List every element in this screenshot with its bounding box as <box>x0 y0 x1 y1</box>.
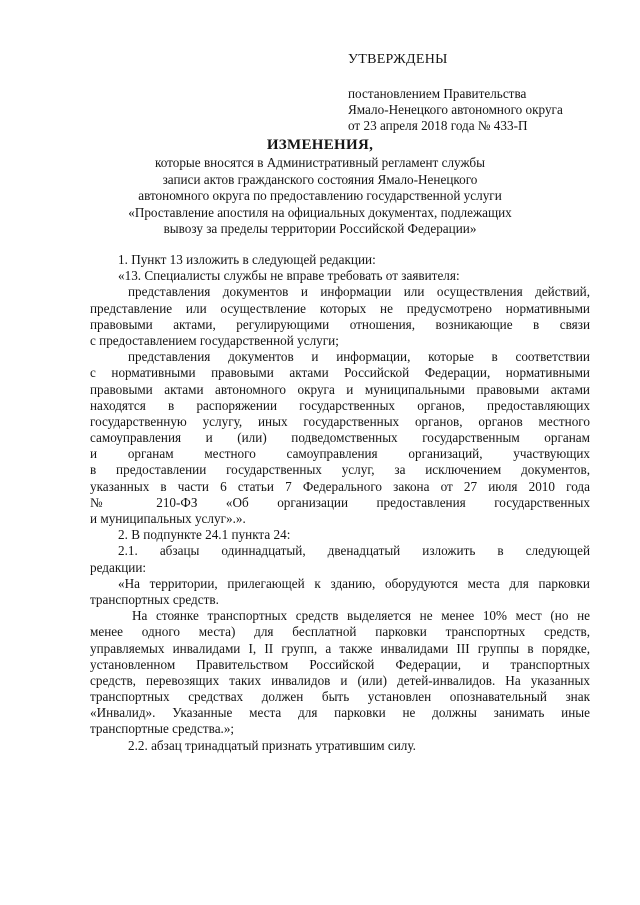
paragraph-line: № 210-ФЗ «Об организации предоставления государственных <box>90 494 590 510</box>
paragraph-line: транспортные средства.»; <box>90 721 235 737</box>
paragraph-line: представления документов и информации или осуществления действий, <box>128 284 590 300</box>
paragraph-line: «Инвалид». Указанные места для парковки не должны занимать иные <box>90 705 590 721</box>
approval-line: постановлением Правительства <box>348 86 527 101</box>
paragraph-line: с предоставлением государственной услуги; <box>90 332 339 348</box>
paragraph-line: транспортных средств. <box>90 591 219 607</box>
paragraph-line: «13. Специалисты службы не вправе требовать от заявителя: <box>118 268 460 284</box>
paragraph-line: 1. Пункт 13 изложить в следующей редакции: <box>118 252 376 267</box>
paragraph-line: правовыми актами автономного округа и муниципальными правовыми актами <box>90 381 590 397</box>
paragraph-line: «На территории, прилегающей к зданию, оборудуются места для парковки <box>118 575 590 591</box>
document-subtitle <box>0 155 640 238</box>
paragraph-line: средств, перевозящих таких инвалидов и (или) детей-инвалидов. На указанных <box>90 672 590 688</box>
paragraph-line: транспортных средствах должен быть установлен опознавательный знак <box>90 689 590 705</box>
paragraph-line: управляемых инвалидами I, II групп, а также инвалидами III группы в порядке, <box>90 640 590 656</box>
approval-line: Ямало-Ненецкого автономного округа <box>348 102 563 117</box>
paragraph-line: менее одного места) для бесплатной парковки транспортных средств, <box>90 624 590 640</box>
paragraph-line: в предоставлении государственных услуг, за исключением документов, <box>90 462 590 478</box>
paragraph-line: правовыми актами, регулирующими отношения, возникающие в связи <box>90 316 590 332</box>
paragraph-line: самоуправления и (или) подведомственных государственным органам <box>90 430 590 446</box>
approval-details <box>348 86 563 134</box>
subtitle-line: «Проставление апостиля на официальных документах, подлежащих <box>128 204 512 220</box>
approval-line: от 23 апреля 2018 года № 433-П <box>348 118 528 133</box>
document-title: ИЗМЕНЕНИЯ, <box>266 137 374 153</box>
paragraph-line: указанных в части 6 статьи 7 Федерального закона от 27 июля 2010 года <box>90 478 590 494</box>
paragraph-line: представления документов и информации, которые в соответствии <box>128 349 590 365</box>
approval-stamp-heading: УТВЕРЖДЕНЫ <box>348 52 448 67</box>
paragraph-line: установленном Правительством Российской Федерации, и транспортных <box>90 656 590 672</box>
paragraph-line: 2.1. абзацы одиннадцатый, двенадцатый изложить в следующей <box>118 543 590 559</box>
paragraph-line: государственную услугу, иных государственных органов, органов местного <box>90 413 590 429</box>
paragraph-line: представление или осуществление которых не предусмотрено нормативными <box>90 300 590 316</box>
paragraph-line: 2. В подпункте 24.1 пункта 24: <box>118 527 291 543</box>
paragraph-line: с нормативными правовыми актами Российской Федерации, нормативными <box>90 365 590 381</box>
paragraph-line: находятся в распоряжении государственных органов, предоставляющих <box>90 397 590 413</box>
subtitle-line: вывозу за пределы территории Российской Федерации» <box>163 221 477 236</box>
paragraph-line: 2.2. абзац тринадцатый признать утратившим силу. <box>128 737 416 753</box>
paragraph-line: и органам местного самоуправления организаций, участвующих <box>90 446 590 462</box>
subtitle-line: записи актов гражданского состояния Ямало-Ненецкого <box>162 171 478 187</box>
paragraph-line: редакции: <box>90 559 147 575</box>
paragraph-line: и муниципальных услуг».». <box>90 511 246 526</box>
paragraph-line: На стоянке транспортных средств выделяется не менее 10% мест (но не <box>132 608 590 624</box>
document-body <box>90 252 590 754</box>
subtitle-line: которые вносятся в Административный регламент службы <box>155 155 485 170</box>
subtitle-line: автономного округа по предоставлению государственной услуги <box>138 188 502 203</box>
